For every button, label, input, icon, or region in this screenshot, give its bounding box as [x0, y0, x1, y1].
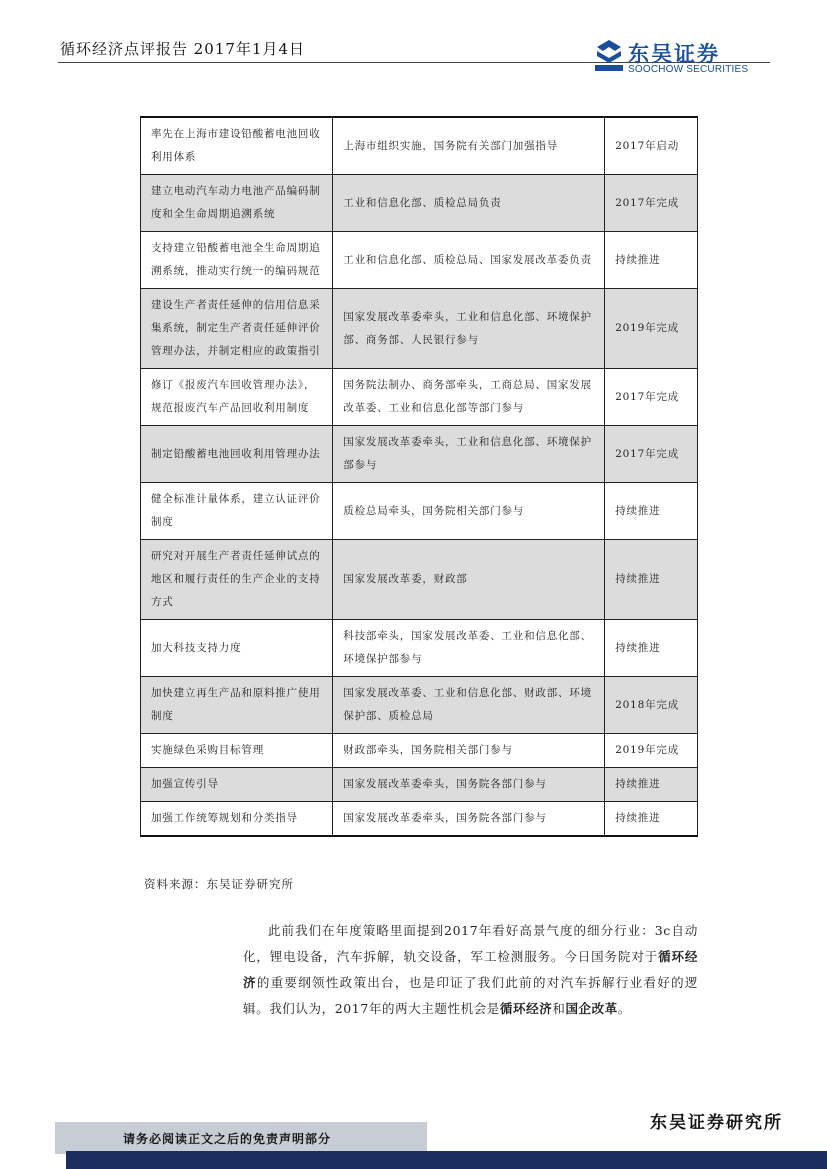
logo-chinese-name: 东吴证券: [628, 42, 720, 66]
task-cell: 研究对开展生产者责任延伸试点的地区和履行责任的生产企业的支持方式: [141, 540, 333, 620]
table-row: [141, 369, 698, 426]
department-cell: 国务院法制办、商务部牵头，工商总局、国家发展改革委、工业和信息化部等部门参与: [333, 369, 605, 426]
soochow-logo: [594, 38, 764, 78]
emphasis-circular-economy: 循环经济: [243, 949, 698, 990]
table-row: [141, 734, 698, 768]
policy-task-table: [140, 116, 698, 837]
emphasis-circular-economy-2: 循环经济: [499, 1001, 553, 1016]
task-cell: 加大科技支持力度: [141, 620, 333, 677]
footer-institute-name: 东吴证券研究所: [650, 1113, 783, 1133]
table-row: [141, 117, 698, 175]
department-cell: 工业和信息化部、质检总局负责: [333, 175, 605, 232]
report-header-title: 循环经济点评报告 2017年1月4日: [60, 40, 306, 58]
footer-navy-bar: [66, 1151, 827, 1169]
task-cell: 加强工作统筹规划和分类指导: [141, 802, 333, 837]
department-cell: 国家发展改革委牵头，国务院各部门参与: [333, 802, 605, 837]
task-cell: 建立电动汽车动力电池产品编码制度和全生命周期追溯系统: [141, 175, 333, 232]
paragraph-text-4: 。: [617, 1001, 631, 1016]
timeline-cell: 持续推进: [605, 620, 698, 677]
timeline-cell: 2018年完成: [605, 677, 698, 734]
soochow-logo-icon: [594, 38, 624, 72]
task-cell: 率先在上海市建设铅酸蓄电池回收利用体系: [141, 117, 333, 175]
department-cell: 上海市组织实施，国务院有关部门加强指导: [333, 117, 605, 175]
footer-disclaimer-text: 请务必阅读正文之后的免责声明部分: [123, 1132, 332, 1146]
table-row: [141, 677, 698, 734]
department-cell: 工业和信息化部、质检总局、国家发展改革委负责: [333, 232, 605, 289]
logo-english-name: SOOCHOW SECURITIES: [628, 64, 749, 75]
paragraph-text-1: 此前我们在年度策略里面提到2017年看好高景气度的细分行业：3c自动化，锂电设备，汽车拆解，轨交设备，军工检测服务。今日国务院对于: [243, 923, 698, 964]
table-row: [141, 802, 698, 837]
table-row: [141, 768, 698, 802]
timeline-cell: 持续推进: [605, 483, 698, 540]
department-cell: 科技部牵头，国家发展改革委、工业和信息化部、环境保护部参与: [333, 620, 605, 677]
table-row: [141, 232, 698, 289]
timeline-cell: 持续推进: [605, 232, 698, 289]
department-cell: 国家发展改革委牵头，工业和信息化部、环境保护部参与: [333, 426, 605, 483]
timeline-cell: 2017年完成: [605, 369, 698, 426]
department-cell: 国家发展改革委，财政部: [333, 540, 605, 620]
task-cell: 加快建立再生产品和原料推广使用制度: [141, 677, 333, 734]
department-cell: 国家发展改革委牵头，工业和信息化部、环境保护部、商务部、人民银行参与: [333, 289, 605, 369]
paragraph-text-3: 和: [552, 1001, 566, 1016]
emphasis-soe-reform: 国企改革: [565, 1001, 618, 1016]
task-cell: 健全标准计量体系，建立认证评价制度: [141, 483, 333, 540]
timeline-cell: 持续推进: [605, 802, 698, 837]
paragraph-text-2: 的重要纲领性政策出台，也是印证了我们此前的对汽车拆解行业看好的逻辑。我们认为，2017年的两大主题性机会是: [243, 975, 698, 1016]
timeline-cell: 2017年启动: [605, 117, 698, 175]
table-row: [141, 175, 698, 232]
timeline-cell: 2019年完成: [605, 734, 698, 768]
table-row: [141, 289, 698, 369]
timeline-cell: 2017年完成: [605, 426, 698, 483]
department-cell: 质检总局牵头，国务院相关部门参与: [333, 483, 605, 540]
task-cell: 修订《报废汽车回收管理办法》，规范报废汽车产品回收利用制度: [141, 369, 333, 426]
timeline-cell: 持续推进: [605, 768, 698, 802]
task-cell: 加强宣传引导: [141, 768, 333, 802]
task-cell: 实施绿色采购目标管理: [141, 734, 333, 768]
table-row: [141, 620, 698, 677]
table-row: [141, 483, 698, 540]
task-cell: 支持建立铅酸蓄电池全生命周期追溯系统，推动实行统一的编码规范: [141, 232, 333, 289]
timeline-cell: 2019年完成: [605, 289, 698, 369]
timeline-cell: 持续推进: [605, 540, 698, 620]
department-cell: 国家发展改革委、工业和信息化部、财政部、环境保护部、质检总局: [333, 677, 605, 734]
timeline-cell: 2017年完成: [605, 175, 698, 232]
table-source-note: 资料来源：东吴证券研究所: [144, 877, 294, 891]
table-row: [141, 426, 698, 483]
department-cell: 财政部牵头，国务院相关部门参与: [333, 734, 605, 768]
table-row: [141, 540, 698, 620]
task-cell: 建设生产者责任延伸的信用信息采集系统，制定生产者责任延伸评价管理办法，并制定相应的政策指引: [141, 289, 333, 369]
task-cell: 制定铅酸蓄电池回收利用管理办法: [141, 426, 333, 483]
department-cell: 国家发展改革委牵头，国务院各部门参与: [333, 768, 605, 802]
body-paragraph: [243, 918, 698, 1022]
